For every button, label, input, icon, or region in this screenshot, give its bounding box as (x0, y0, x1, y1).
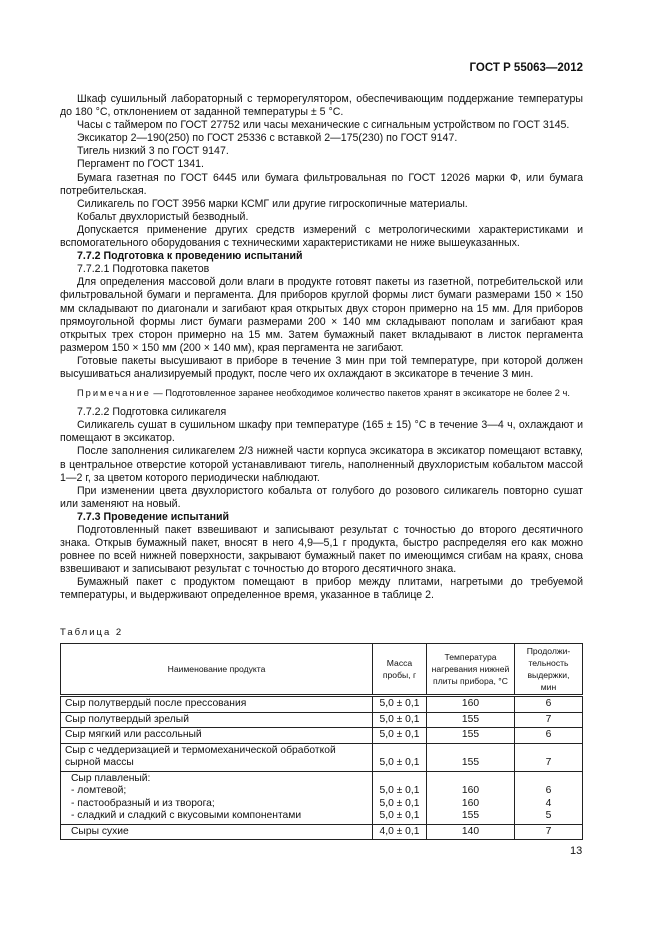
product-name: Сыр мягкий или рассольный (61, 728, 373, 744)
paragraph: Силикагель по ГОСТ 3956 марки КСМГ или другие гигроскопичные материалы. (77, 197, 468, 210)
product-subtype: - пастообразный и из творога; (71, 797, 215, 809)
temperature-cell: 155 (427, 712, 515, 728)
product-subtype: - ломтевой; (71, 785, 127, 796)
product-name (61, 771, 373, 824)
mass-value: 5,0 ± 0,1 (379, 785, 420, 796)
product-name: Сыры сухие (61, 824, 373, 840)
duration-cell: 7 (515, 824, 583, 840)
mass-cell: 5,0 ± 0,1 (373, 728, 427, 744)
temperature-value: 155 (461, 810, 480, 821)
temperature-cell: 140 (427, 824, 515, 840)
product-group-label: Сыр плавленый: (71, 772, 151, 784)
duration-value: 4 (545, 797, 552, 809)
product-name: Сыр с чеддеризацией и термомеханической обработкой сырной массы (61, 743, 373, 771)
product-name: Сыр полутвердый зрелый (61, 712, 373, 728)
paragraph: Силикагель сушат в сушильном шкафу при температуре (165 ± 15) °С в течение 3—4 ч, охлаждают и помещают в эксикатор. (60, 419, 583, 445)
note-text: — Подготовленное заранее необходимое количество пакетов хранят в эксикаторе не более 2 ч. (150, 388, 570, 399)
product-subtype: - сладкий и сладкий с вкусовыми компонентами (71, 810, 302, 821)
paragraph: При изменении цвета двухлористого кобальта от голубого до розового силикагель повторно сушат или заменяют на новый. (60, 484, 583, 510)
paragraph: 7.7.2.2 Подготовка силикагеля (77, 406, 227, 419)
table-row (61, 743, 583, 771)
temperature-cell: 155 (427, 743, 515, 771)
duration-cell: 6 (515, 696, 583, 713)
duration-cell: 7 (515, 743, 583, 771)
column-header: Наименование продукта (61, 644, 373, 696)
paragraph: Пергамент по ГОСТ 1341. (77, 158, 204, 171)
paragraph: Допускается применение других средств измерений с метрологическими характеристиками и вспомогательного оборудования с техническими характеристиками не ниже вышеуказанных. (60, 223, 583, 250)
column-header: Температура нагревания нижней плиты прибора, °С (427, 644, 515, 696)
paragraph: Шкаф сушильный лабораторный с терморегулятором, обеспечивающим поддержание температуры до 180 °С, отклонением от заданной температуры ± 5 °С. (60, 93, 583, 119)
duration-value: 5 (545, 810, 552, 821)
paragraph: Бумажный пакет с продуктом помещают в прибор между плитами, нагретыми до требуемой температуры, и выдерживают определенное время, указанное в таблице 2. (60, 576, 583, 602)
table-row (61, 712, 583, 728)
paragraph: Подготовленный пакет взвешивают и записывают результат с точностью до второго десятичного знака. Открыв бумажный пакет, вносят в него 4,9—5,1 г продукта, быстро распределяя его как можно ровнее по всей нижней поверхности, закрывают бумажный пакет по имеющимся сгибам на краях, снова взвешивают и записывают результат с точностью до второго десятичного знака. (60, 524, 583, 576)
temperature-value: 160 (461, 797, 480, 809)
paragraph: 7.7.2.1 Подготовка пакетов (77, 263, 210, 276)
paragraph: Часы с таймером по ГОСТ 27752 или часы механические с сигнальным устройством по ГОСТ 3145. (77, 119, 570, 132)
paragraph: Кобальт двухлористый безводный. (77, 210, 249, 223)
column-header: Продолжи-тельность выдержки, мин (515, 644, 583, 696)
product-name: Сыр полутвердый после прессования (61, 696, 373, 713)
note-label: Примечание (77, 388, 151, 399)
mass-cell: 5,0 ± 0,1 (373, 696, 427, 713)
mass-cell (373, 771, 427, 824)
duration-value: 6 (545, 785, 552, 796)
temperature-cell (427, 771, 515, 824)
mass-cell: 5,0 ± 0,1 (373, 743, 427, 771)
table-caption: Таблица 2 (60, 627, 124, 638)
document-body (60, 93, 583, 603)
section-heading: 7.7.2 Подготовка к проведению испытаний (77, 250, 303, 263)
table-2 (60, 643, 583, 840)
table-row (61, 696, 583, 713)
paragraph: После заполнения силикагелем 2/3 нижней части корпуса эксикатора в эксикатор помещают вставку, в центральное отверстие которой устанавливают тигель, наполненный двухлористым кобальтом массой 1—2 г, за цветом которого периодически наблюдают. (60, 445, 583, 484)
mass-value: 5,0 ± 0,1 (379, 810, 420, 821)
column-header: Масса пробы, г (373, 644, 427, 696)
note (60, 387, 583, 400)
duration-cell (515, 771, 583, 824)
duration-cell: 6 (515, 728, 583, 744)
mass-cell: 4,0 ± 0,1 (373, 824, 427, 840)
document-code: ГОСТ Р 55063—2012 (469, 62, 583, 74)
mass-value: 5,0 ± 0,1 (379, 797, 420, 809)
temperature-cell: 155 (427, 728, 515, 744)
table-row (61, 728, 583, 744)
paragraph: Эксикатор 2—190(250) по ГОСТ 25336 с вставкой 2—175(230) по ГОСТ 9147. (77, 132, 458, 145)
paragraph: Бумага газетная по ГОСТ 6445 или бумага фильтровальная по ГОСТ 12026 марки Ф, или бумага потребительская. (60, 171, 583, 197)
paragraph: Для определения массовой доли влаги в продукте готовят пакеты из газетной, потребительской или фильтровальной бумаги и пергамента. Для приборов круглой формы лист бумаги размерами 150 × 150 мм складывают по диагонали и загибают края открытых двух сторон примерно на 15 мм. Для приборов прямоугольной формы лист бумаги размерами 200 × 140 мм складывают пополам и загибают края открытых трех сторон примерно на 15 мм. Затем бумажный пакет вкладывают в листок пергамента размером 150 × 150 мм (200 × 140 мм), края пергамента не загибают. (60, 276, 583, 354)
temperature-value: 160 (461, 785, 480, 796)
temperature-cell: 160 (427, 696, 515, 713)
table-row (61, 771, 583, 824)
page-number: 13 (570, 845, 583, 857)
section-heading: 7.7.3 Проведение испытаний (77, 510, 230, 523)
duration-cell: 7 (515, 712, 583, 728)
paragraph: Готовые пакеты высушивают в приборе в течение 3 мин при той температуре, при которой должен высушиваться анализируемый продукт, после чего их охлаждают в эксикаторе в течение 3 мин. (60, 354, 583, 380)
table-row (61, 824, 583, 840)
mass-cell: 5,0 ± 0,1 (373, 712, 427, 728)
paragraph: Тигель низкий 3 по ГОСТ 9147. (77, 145, 229, 158)
table-header-row (61, 644, 583, 696)
